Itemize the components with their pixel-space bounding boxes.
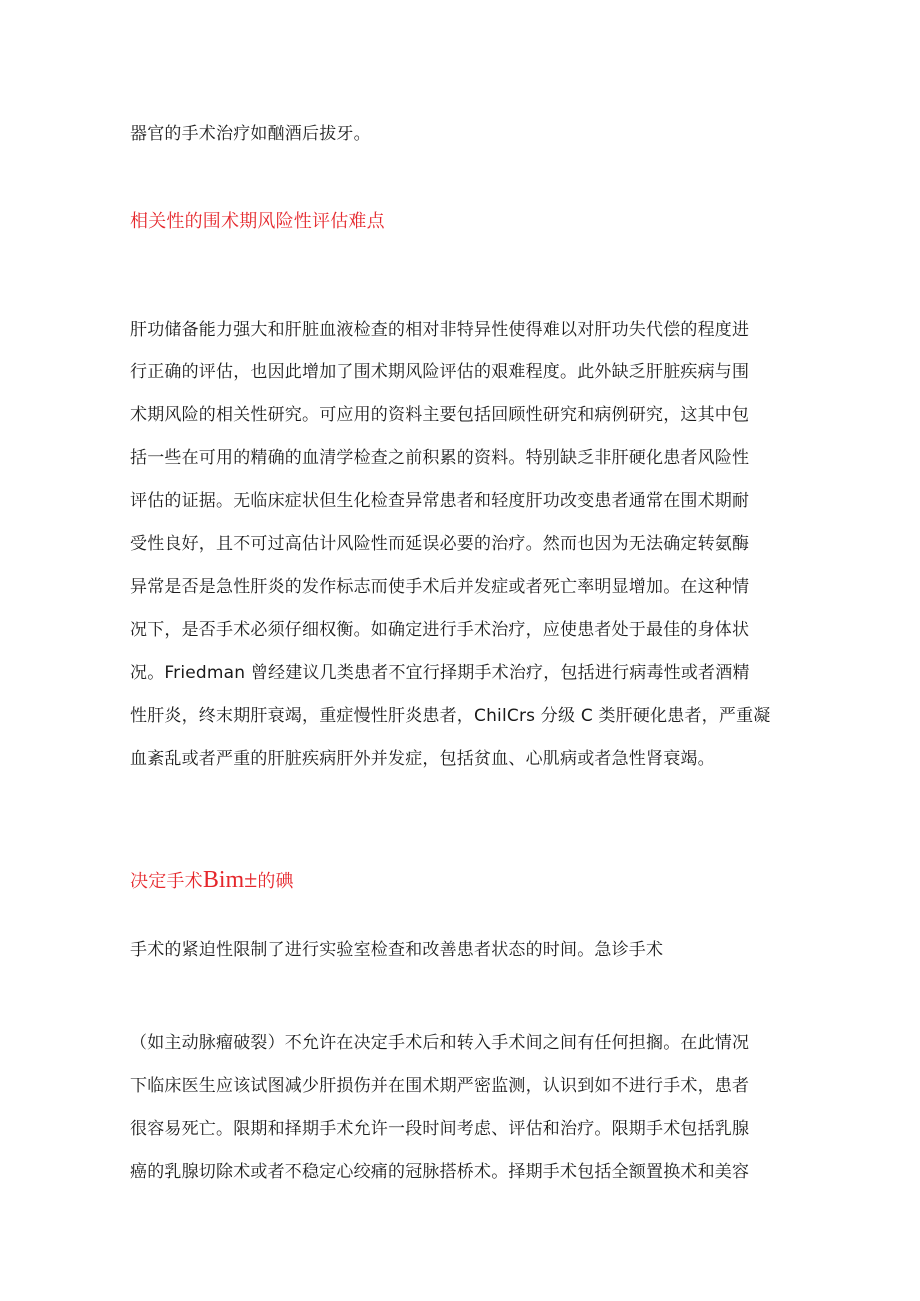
section-heading-risk-assessment: 相关性的围术期风险性评估难点 — [130, 211, 385, 232]
paragraph-line: 括一些在可用的精确的血清学检查之前积累的资料。特别缺乏非肝硬化患者风险性 — [130, 448, 750, 468]
heading-prefix: 决定手术 — [130, 871, 203, 892]
paragraph-line: 况。Friedman 曾经建议几类患者不宜行择期手术治疗，包括进行病毒性或者酒精 — [130, 663, 750, 683]
paragraph-line: （如主动脉瘤破裂）不允许在决定手术后和转入手术间之间有任何担搁。在此情况 — [130, 1033, 750, 1053]
paragraph-line: 行正确的评估，也因此增加了围术期风险评估的艰难程度。此外缺乏肝脏疾病与围 — [130, 362, 750, 382]
paragraph-line: 异常是否是急性肝炎的发作标志而使手术后并发症或者死亡率明显增加。在这种情 — [130, 577, 750, 597]
paragraph-line: 受性良好，且不可过高估计风险性而延误必要的治疗。然而也因为无法确定转氨酶 — [130, 534, 750, 554]
heading-suffix: 的碘 — [257, 871, 294, 892]
paragraph-line: 癌的乳腺切除术或者不稳定心绞痛的冠脉搭桥术。择期手术包括全额置换术和美容 — [130, 1162, 750, 1182]
paragraph-line: 很容易死亡。限期和择期手术允许一段时间考虑、评估和治疗。限期手术包括乳腺 — [130, 1119, 750, 1139]
paragraph-line: 术期风险的相关性研究。可应用的资料主要包括回顾性研究和病例研究，这其中包 — [130, 405, 750, 425]
intro-line: 器官的手术治疗如酗酒后拔牙。 — [130, 124, 371, 144]
paragraph-line: 血紊乱或者严重的肝脏疾病肝外并发症，包括贫血、心肌病或者急性肾衰竭。 — [130, 749, 715, 769]
section2-first-line: 手术的紧迫性限制了进行实验室检查和改善患者状态的时间。急诊手术 — [130, 940, 664, 960]
heading-serif: Bim± — [202, 867, 258, 893]
section-heading-surgery-decision — [130, 868, 810, 894]
paragraph-line: 评估的证据。无临床症状但生化检查异常患者和轻度肝功改变患者通常在围术期耐 — [130, 491, 750, 511]
paragraph-line: 况下，是否手术必须仔细权衡。如确定进行手术治疗，应使患者处于最佳的身体状 — [130, 620, 750, 640]
paragraph-line: 肝功储备能力强大和肝脏血液检查的相对非特异性使得难以对肝功失代偿的程度进 — [130, 320, 750, 340]
paragraph-line: 性肝炎，终末期肝衰竭，重症慢性肝炎患者，ChilCrs 分级 C 类肝硬化患者，严重凝 — [130, 706, 771, 726]
paragraph-line: 下临床医生应该试图减少肝损伤并在围术期严密监测，认识到如不进行手术，患者 — [130, 1076, 750, 1096]
